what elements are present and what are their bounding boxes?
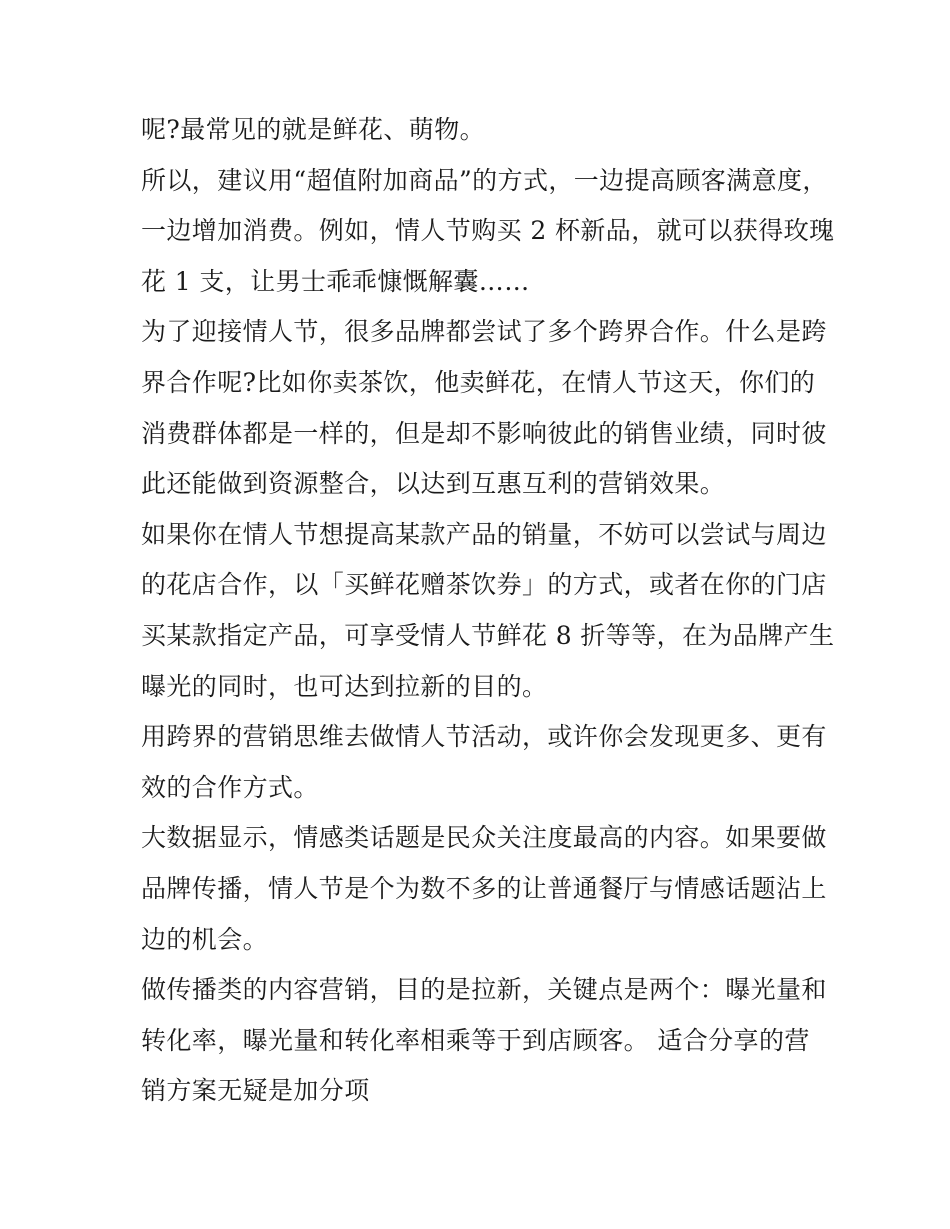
text-line: 所以，建议用“超值附加商品”的方式，一边提高顾客满意度，: [141, 165, 828, 195]
text-line: 一边增加消费。例如，情人节购买 2 杯新品，就可以获得玫瑰: [141, 216, 835, 246]
text-line: 曝光的同时，也可达到拉新的目的。: [141, 671, 548, 701]
text-line: 界合作呢?比如你卖茶饮，他卖鲜花，在情人节这天，你们的: [141, 367, 816, 397]
text-line: 转化率，曝光量和转化率相乘等于到店顾客。 适合分享的营: [141, 1025, 810, 1055]
text-line: 大数据显示，情感类话题是民众关注度最高的内容。如果要做: [141, 823, 827, 853]
text-line: 花 1 支，让男士乖乖慷慨解囊……: [141, 266, 530, 296]
text-line: 呢?最常见的就是鲜花、萌物。: [141, 115, 486, 144]
text-line: 销方案无疑是加分项: [141, 1076, 370, 1106]
text-line: 的花店合作，以「买鲜花赠茶饮券」的方式，或者在你的门店: [141, 570, 827, 600]
text-line: 消费群体都是一样的，但是却不影响彼此的销售业绩，同时彼: [141, 418, 827, 448]
document-page: [141, 105, 835, 1117]
text-line: 为了迎接情人节，很多品牌都尝试了多个跨界合作。什么是跨: [141, 317, 827, 347]
text-line: 做传播类的内容营销，目的是拉新，关键点是两个：曝光量和: [141, 975, 827, 1005]
text-line: 效的合作方式。: [141, 772, 319, 802]
text-line: 如果你在情人节想提高某款产品的销量，不妨可以尝试与周边: [141, 519, 827, 549]
text-line: 边的机会。: [141, 924, 269, 954]
text-line: 买某款指定产品，可享受情人节鲜花 8 折等等，在为品牌产生: [141, 620, 835, 650]
text-line: 品牌传播，情人节是个为数不多的让普通餐厅与情感话题沾上: [141, 873, 827, 903]
text-line: 此还能做到资源整合，以达到互惠互利的营销效果。: [141, 469, 726, 499]
text-line: 用跨界的营销思维去做情人节活动，或许你会发现更多、更有: [141, 722, 827, 752]
